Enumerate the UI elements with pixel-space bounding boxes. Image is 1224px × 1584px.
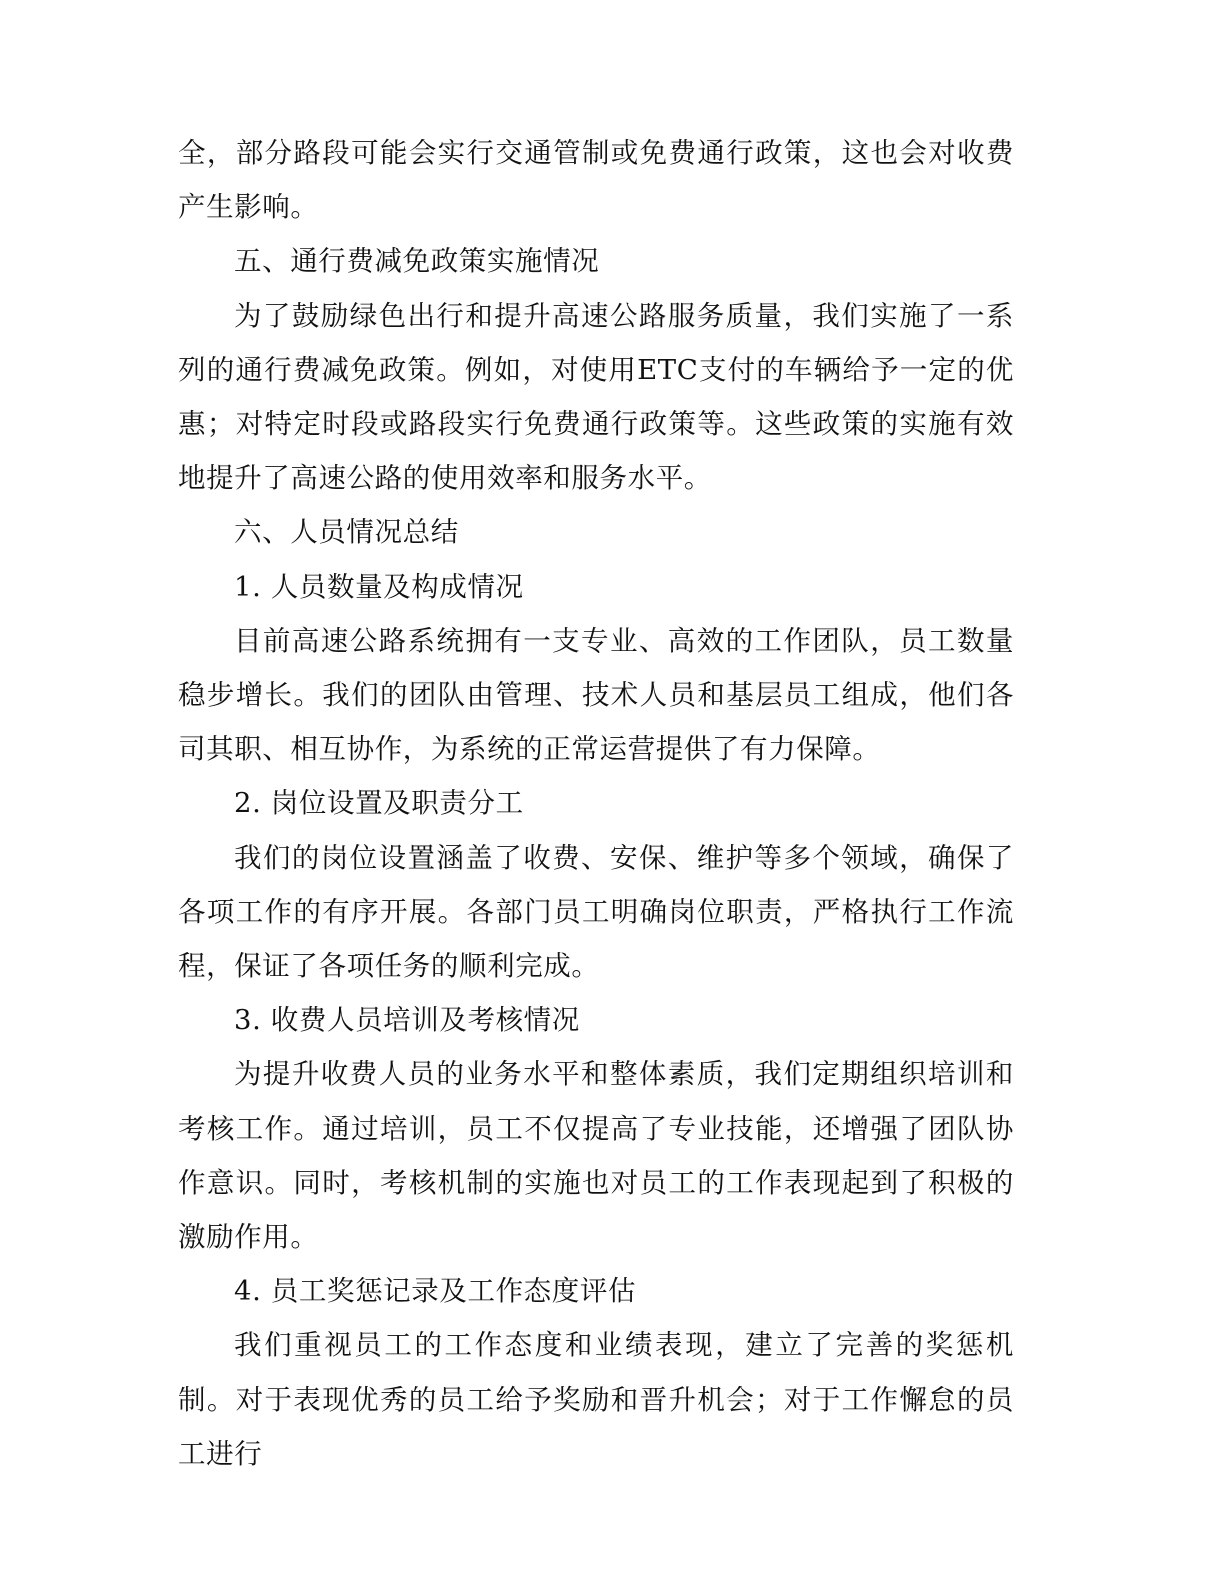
- paragraph-staff-count: 目前高速公路系统拥有一支专业、高效的工作团队，员工数量稳步增长。我们的团队由管理、技术人员和基层员工组成，他们各司其职、相互协作，为系统的正常运营提供了有力保障。: [178, 624, 1014, 766]
- subheading-3: 3. 收费人员培训及考核情况: [234, 1004, 580, 1037]
- section-heading-6: 六、人员情况总结: [234, 516, 459, 549]
- subheading-4: 4. 员工奖惩记录及工作态度评估: [234, 1275, 637, 1308]
- paragraph-toll-reduction: 为了鼓励绿色出行和提升高速公路服务质量，我们实施了一系列的通行费减免政策。例如，对使用ETC支付的车辆给予一定的优惠；对特定时段或路段实行免费通行政策等。这些政策的实施有效地提升了高速公路的使用效率和服务水平。: [178, 299, 1014, 495]
- continuation-paragraph: 全，部分路段可能会实行交通管制或免费通行政策，这也会对收费产生影响。: [178, 137, 1014, 224]
- paragraph-rewards: 我们重视员工的工作态度和业绩表现，建立了完善的奖惩机制。对于表现优秀的员工给予奖励和晋升机会；对于工作懈怠的员工进行: [178, 1329, 1014, 1470]
- paragraph-training: 为提升收费人员的业务水平和整体素质，我们定期组织培训和考核工作。通过培训，员工不仅提高了专业技能，还增强了团队协作意识。同时，考核机制的实施也对员工的工作表现起到了积极的激励作用。: [178, 1058, 1014, 1254]
- section-heading-5: 五、通行费减免政策实施情况: [234, 245, 600, 278]
- subheading-1: 1. 人员数量及构成情况: [234, 570, 524, 603]
- subheading-2: 2. 岗位设置及职责分工: [234, 787, 524, 820]
- paragraph-positions: 我们的岗位设置涵盖了收费、安保、维护等多个领域，确保了各项工作的有序开展。各部门员工明确岗位职责，严格执行工作流程，保证了各项任务的顺利完成。: [178, 841, 1014, 983]
- document-page: [178, 126, 1014, 1481]
